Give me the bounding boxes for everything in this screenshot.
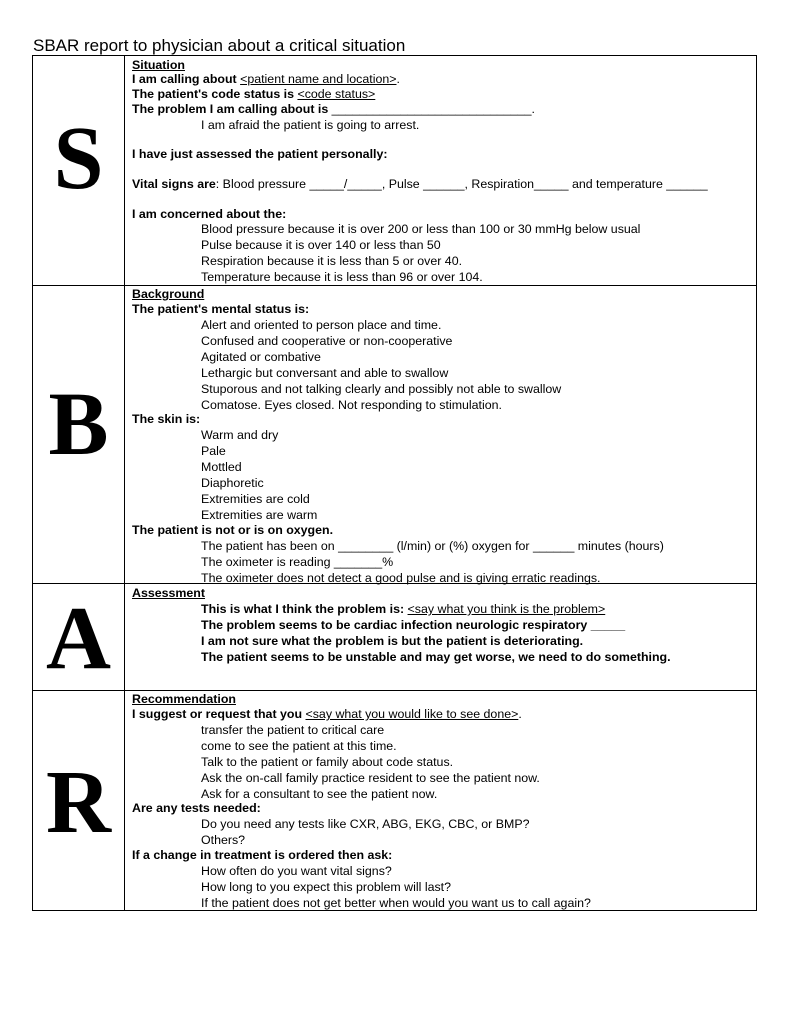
background-line-extremities-warm: Extremities are warm [201,508,318,522]
recommendation-line-how-long: How long to you expect this problem will last? [201,880,451,894]
recommendation-letter: R [46,752,111,852]
recommendation-line-come: come to see the patient at this time. [201,739,397,753]
background-line-mental-status: The patient's mental status is: [132,302,310,316]
situation-line-temp: Temperature because it is less than 96 or over 104. [201,270,483,284]
background-line-comatose: Comatose. Eyes closed. Not responding to stimulation. [201,398,502,412]
situation-letter: S [53,108,104,208]
situation-row [33,56,757,286]
situation-content [125,56,757,286]
background-line-oxygen-rate: The patient has been on ________ (l/min) or (%) oxygen for ______ minutes (hours) [201,539,664,553]
assessment-line-seems: The problem seems to be cardiac infection neurologic respiratory _____ [201,618,626,632]
sbar-table [32,55,757,911]
recommendation-line-suggest: I suggest or request that you <say what you would like to see done>. [132,707,522,721]
background-content [125,286,757,584]
background-line-warm-dry: Warm and dry [201,428,279,442]
situation-line-vitals: Vital signs are: Blood pressure _____/_____, Pulse ______, Respiration_____ and temperature ______ [132,177,708,191]
recommendation-line-tests: Are any tests needed: [132,801,261,815]
background-letter-cell [33,286,125,584]
background-line-extremities-cold: Extremities are cold [201,492,310,506]
recommendation-content [125,691,757,911]
page-title: SBAR report to physician about a critical situation [33,36,406,55]
background-line-oxygen: The patient is not or is on oxygen. [132,523,334,537]
background-letter: B [48,374,109,474]
background-line-lethargic: Lethargic but conversant and able to swallow [201,366,449,380]
situation-line-calling: I am calling about <patient name and location>. [132,72,400,86]
recommendation-line-consultant: Ask for a consultant to see the patient now. [201,787,438,801]
situation-line-pulse: Pulse because it is over 140 or less than 50 [201,238,441,252]
problem-blank: _____________________________. [331,102,535,116]
recommendation-heading: Recommendation [132,692,236,706]
background-line-confused: Confused and cooperative or non-cooperative [201,334,453,348]
background-line-diaphoretic: Diaphoretic [201,476,264,490]
recommendation-line-call-again: If the patient does not get better when would you want us to call again? [201,896,591,910]
situation-letter-cell [33,56,125,286]
situation-line-arrest: I am afraid the patient is going to arrest. [201,118,420,132]
background-line-agitated: Agitated or combative [201,350,321,364]
assessment-line-unstable: The patient seems to be unstable and may get worse, we need to do something. [201,650,671,664]
recommendation-line-resident: Ask the on-call family practice resident to see the patient now. [201,771,540,785]
background-line-oximeter-erratic: The oximeter does not detect a good pulse and is giving erratic readings. [201,571,601,585]
assessment-line-think: This is what I think the problem is: <say what you think is the problem> [201,602,606,616]
assessment-row [33,584,757,691]
code-status-placeholder: <code status> [297,87,376,101]
background-line-mottled: Mottled [201,460,242,474]
background-line-pale: Pale [201,444,226,458]
situation-heading: Situation [132,58,185,72]
patient-name-placeholder: <patient name and location> [240,72,397,86]
recommendation-line-code-status: Talk to the patient or family about code status. [201,755,454,769]
background-line-skin: The skin is: [132,412,201,426]
assessment-letter-cell [33,584,125,691]
situation-line-concerned: I am concerned about the: [132,207,287,221]
background-heading: Background [132,287,205,301]
situation-line-assessed: I have just assessed the patient personally: [132,147,388,161]
recommendation-line-tests-like: Do you need any tests like CXR, ABG, EKG, CBC, or BMP? [201,817,530,831]
assessment-line-not-sure: I am not sure what the problem is but the patient is deteriorating. [201,634,584,648]
recommendation-letter-cell [33,691,125,911]
recommendation-line-vitals-often: How often do you want vital signs? [201,864,392,878]
recommendation-placeholder: <say what you would like to see done> [305,707,519,721]
recommendation-line-change: If a change in treatment is ordered then ask: [132,848,393,862]
assessment-heading: Assessment [132,586,206,600]
situation-line-bp: Blood pressure because it is over 200 or less than 100 or 30 mmHg below usual [201,222,641,236]
recommendation-line-others: Others? [201,833,246,847]
problem-placeholder: <say what you think is the problem> [407,602,606,616]
background-row [33,286,757,584]
background-line-stuporous: Stuporous and not talking clearly and possibly not able to swallow [201,382,562,396]
background-line-oximeter-reading: The oximeter is reading _______% [201,555,394,569]
situation-line-code-status: The patient's code status is <code status> [132,87,376,101]
recommendation-line-transfer: transfer the patient to critical care [201,723,385,737]
assessment-content [125,584,757,691]
background-line-alert: Alert and oriented to person place and time. [201,318,442,332]
situation-line-resp: Respiration because it is less than 5 or over 40. [201,254,463,268]
assessment-letter: A [46,589,111,688]
recommendation-row [33,691,757,911]
situation-line-problem: The problem I am calling about is _____________________________. [132,102,535,116]
